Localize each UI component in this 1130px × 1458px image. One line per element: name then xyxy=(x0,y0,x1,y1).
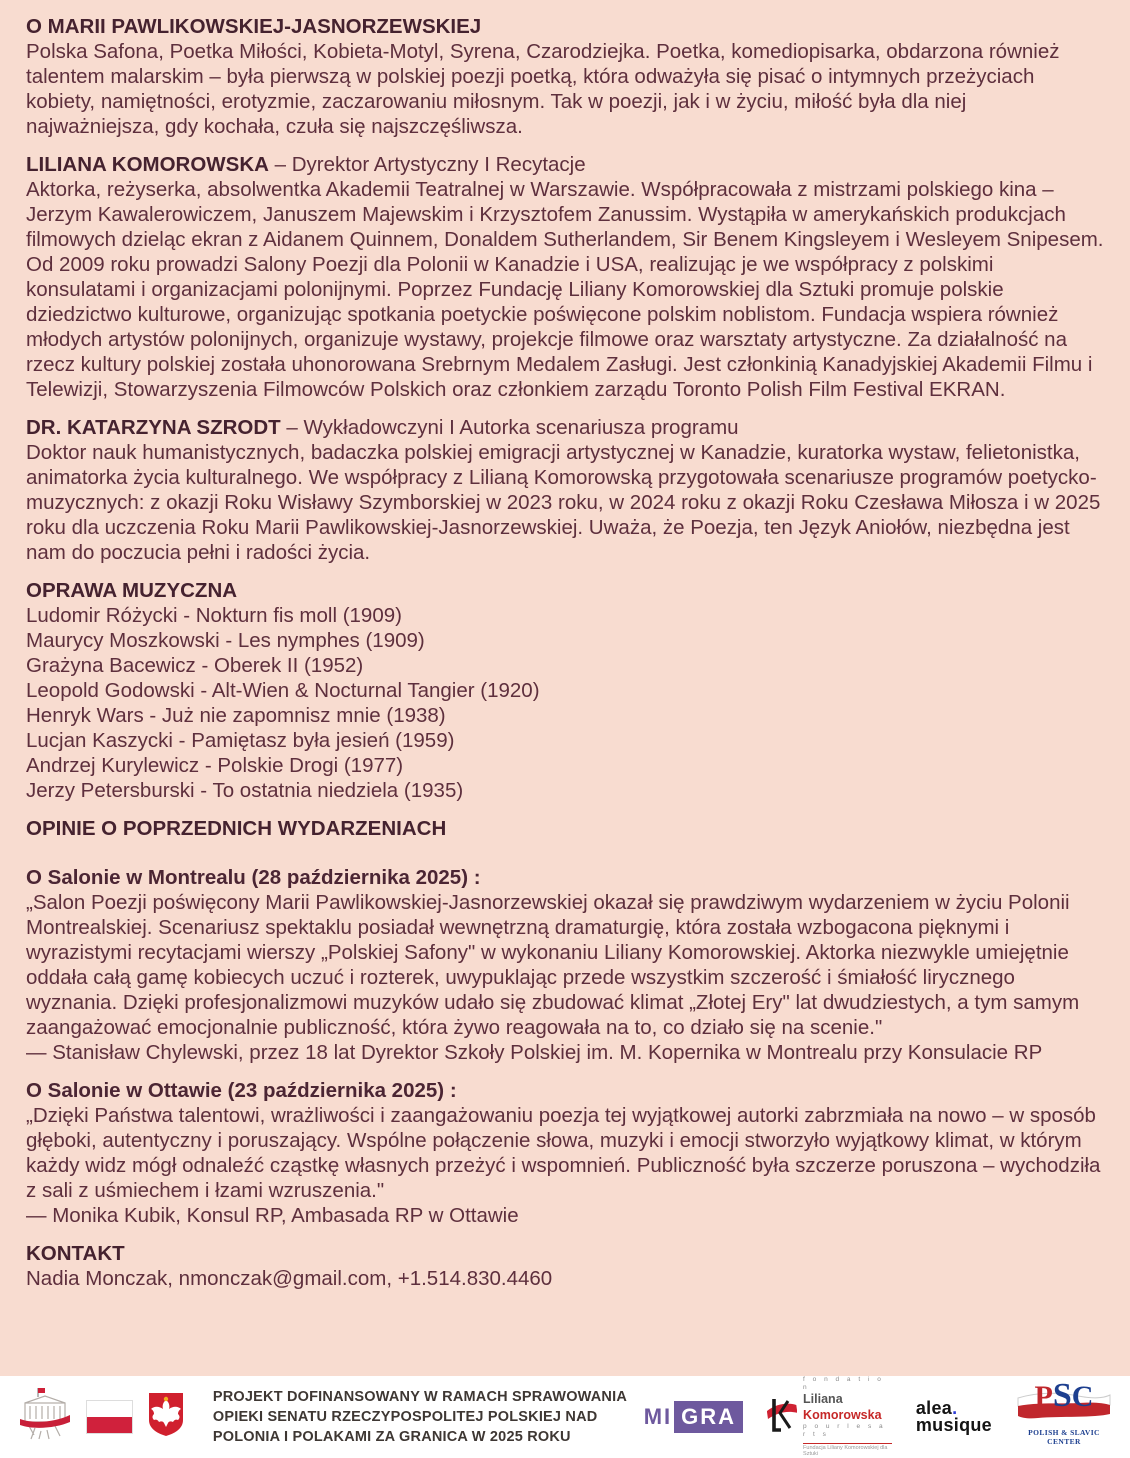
music-item: Jerzy Petersburski - To ostatnia niedziela (1935) xyxy=(26,779,464,802)
liliana-name: LILIANA KOMOROWSKA xyxy=(26,153,269,176)
lk-monogram-icon xyxy=(767,1394,797,1441)
szrodt-paragraph: Doktor nauk humanistycznych, badaczka polskiej emigracji artystycznej w Kanadzie, kuratorka wystaw, felietonistka, animatorka życia kulturalnego. We współpracy z Lilianą Komorowską przygotowała scenariusze programów poetycko-muzycznych: z okazji Roku Wisławy Szymborskiej w 2023 roku, w 2024 roku z okazji Roku Czesława Miłosza i w 2025 roku dla uczczenia Roku Marii Pawlikowskiej-Jasnorzewskiej. Uważa, że Poezja, ten Język Aniołów, niezbędna jest nam do poczucia pełni i radości życia. xyxy=(26,441,1101,564)
section-contact xyxy=(26,1241,1104,1291)
music-item: Grażyna Bacewicz - Oberek II (1952) xyxy=(26,654,364,677)
about-heading: O MARII PAWLIKOWSKIEJ-JASNORZEWSKIEJ xyxy=(26,15,482,38)
liliana-role: – Dyrektor Artystyczny I Recytacje xyxy=(268,153,586,176)
music-item: Henryk Wars - Już nie zapomnisz mnie (1938) xyxy=(26,704,446,727)
ottawa-quote: „Dzięki Państwa talentowi, wrażliwości i zaangażowaniu poezja tej wyjątkowej autorki zabrzmiała na nowo – w sposób głęboki, autentyczny i poruszający. Wspólne połączenie słowa, muzyki i emocji stworzyło wyjątkowy klimat, w którym każdy widz mógł odnaleźć cząstkę własnych przeżyć i wspomnień. Publiczność była szczerze poruszona – wychodziła z sali z uśmiechem i łzami wzruszenia." xyxy=(26,1104,1101,1202)
music-item: Maurycy Moszkowski - Les nymphes (1909) xyxy=(26,629,425,652)
szrodt-name: DR. KATARZYNA SZRODT xyxy=(26,416,281,439)
section-szrodt xyxy=(26,415,1104,565)
music-heading: OPRAWA MUZYCZNA xyxy=(26,579,238,602)
ottawa-title: O Salonie w Ottawie (23 października 2025) : xyxy=(26,1079,457,1102)
polish-eagle-emblem-icon xyxy=(147,1391,185,1444)
music-item: Leopold Godowski - Alt-Wien & Nocturnal Tangier (1920) xyxy=(26,679,540,702)
montreal-quote: „Salon Poezji poświęcony Marii Pawlikowskiej-Jasnorzewskiej okazał się prawdziwym wydarzeniem w życiu Polonii Montrealskiej. Scenariusz spektaklu posiadał wewnętrzną dramaturgię, która została wzbogacona pięknymi i wyrazistymi recytacjami wierszy „Polskiej Safony" w wykonaniu Liliany Komorowskiej. Aktorka niezwykle umiejętnie oddała całą gamę kobiecych uczuć i rozterek, uwypuklając przede wszystkim szczerość i śmiałość lirycznego wyznania. Dzięki profesjonalizmowi muzyków udało się zbudować klimat „Złotej Ery" lat dwudziestych, a tym samym zaangażować emocjonalnie publiczność, która żywo reagowała na to, co działo się na scenie." xyxy=(26,891,1080,1039)
senate-building-icon xyxy=(18,1386,72,1449)
alea-musique-logo: alea. musique xyxy=(915,1398,992,1435)
section-opinions xyxy=(26,816,1104,1228)
section-liliana xyxy=(26,152,1104,402)
liliana-paragraph: Aktorka, reżyserka, absolwentka Akademii Teatralnej w Warszawie. Współpracowała z mistrzami polskiego kina – Jerzym Kawalerowiczem, Januszem Majewskim i Krzysztofem Zanussim. Wystąpiła w amerykańskich produkcjach filmowych dzieląc ekran z Aidanem Quinnem, Donaldem Sutherlandem, Sir Benem Kingsleyem i Wesleyem Snipesem. Od 2009 roku prowadzi Salony Poezji dla Polonii w Kanadzie i USA, realizując je we współpracy z polskimi konsulatami i organizacjami polonijnymi. Poprzez Fundację Liliany Komorowskiej dla Sztuki promuje polskie dziedzictwo kulturowe, organizując spotkania poetyckie poświęcone polskim noblistom. Fundacja wspiera również młodych artystów polonijnych, organizuje wystawy, projekcje filmowe oraz warsztaty artystyczne. Za działalność na rzecz kultury polskiej została uhonorowana Srebrnym Medalem Zasługi. Jest członkinią Kanadyjskiej Akademii Filmu i Telewizji, Stowarzyszenia Filmowców Polskich oraz członkiem zarządu Toronto Polish Film Festival EKRAN. xyxy=(26,178,1104,401)
partner-logos xyxy=(644,1376,1112,1458)
montreal-attribution: — Stanisław Chylewski, przez 18 lat Dyrektor Szkoły Polskiej im. M. Kopernika w Montrealu przy Konsulacie RP xyxy=(26,1041,1043,1064)
music-item: Lucjan Kaszycki - Pamiętasz była jesień (1959) xyxy=(26,729,455,752)
about-paragraph: Polska Safona, Poetka Miłości, Kobieta-Motyl, Syrena, Czarodziejka. Poetka, komediopisarka, obdarzona również talentem malarskim – była pierwszą w polskiej poezji poetką, która odważyła się pisać o intymnych przeżyciach kobiety, namiętności, erotyzmie, zaczarowaniu miłosnym. Tak w poezji, jak i w życiu, miłość była dla niej najważniejsza, gdy kochała, czuła się najszczęśliwsza. xyxy=(26,40,1060,138)
section-music xyxy=(26,578,1104,803)
opinions-heading: OPINIE O POPRZEDNICH WYDARZENIACH xyxy=(26,817,447,840)
contact-line: Nadia Monczak, nmonczak@gmail.com, +1.514.830.4460 xyxy=(26,1267,553,1290)
liliana-heading xyxy=(26,152,1104,177)
music-item: Andrzej Kurylewicz - Polskie Drogi (1977) xyxy=(26,754,404,777)
montreal-title: O Salonie w Montrealu (28 października 2025) : xyxy=(26,866,481,889)
section-about xyxy=(26,14,1104,139)
funding-statement: PROJEKT DOFINANSOWANY W RAMACH SPRAWOWANIA OPIEKI SENATU RZECZYPOSPOLITEJ POLSKIEJ NAD POLONIA I POLAKAMI ZA GRANICA W 2025 ROKU xyxy=(212,1389,627,1445)
review-montreal xyxy=(26,865,1104,1065)
contact-heading: KONTAKT xyxy=(26,1242,125,1265)
review-ottawa xyxy=(26,1078,1104,1228)
footer xyxy=(0,1376,1130,1458)
polish-flag-icon xyxy=(86,1400,133,1434)
migra-logo: MI GRA xyxy=(644,1401,743,1433)
polish-slavic-center-logo: PSC POLISH & SLAVIC CENTER xyxy=(1016,1389,1112,1446)
ottawa-attribution: — Monika Kubik, Konsul RP, Ambasada RP w Ottawie xyxy=(26,1204,519,1227)
liliana-komorowska-foundation-logo: f o n d a t i o n Liliana Komorowska p o u r l e s a r t s Fundacja Liliany Komorowskiej dla Sztuki xyxy=(767,1376,892,1458)
music-list xyxy=(26,603,1104,803)
szrodt-role: – Wykładowczyni I Autorka scenariusza programu xyxy=(280,416,739,439)
music-item: Ludomir Różycki - Nokturn fis moll (1909) xyxy=(26,604,402,627)
szrodt-heading xyxy=(26,415,1104,440)
